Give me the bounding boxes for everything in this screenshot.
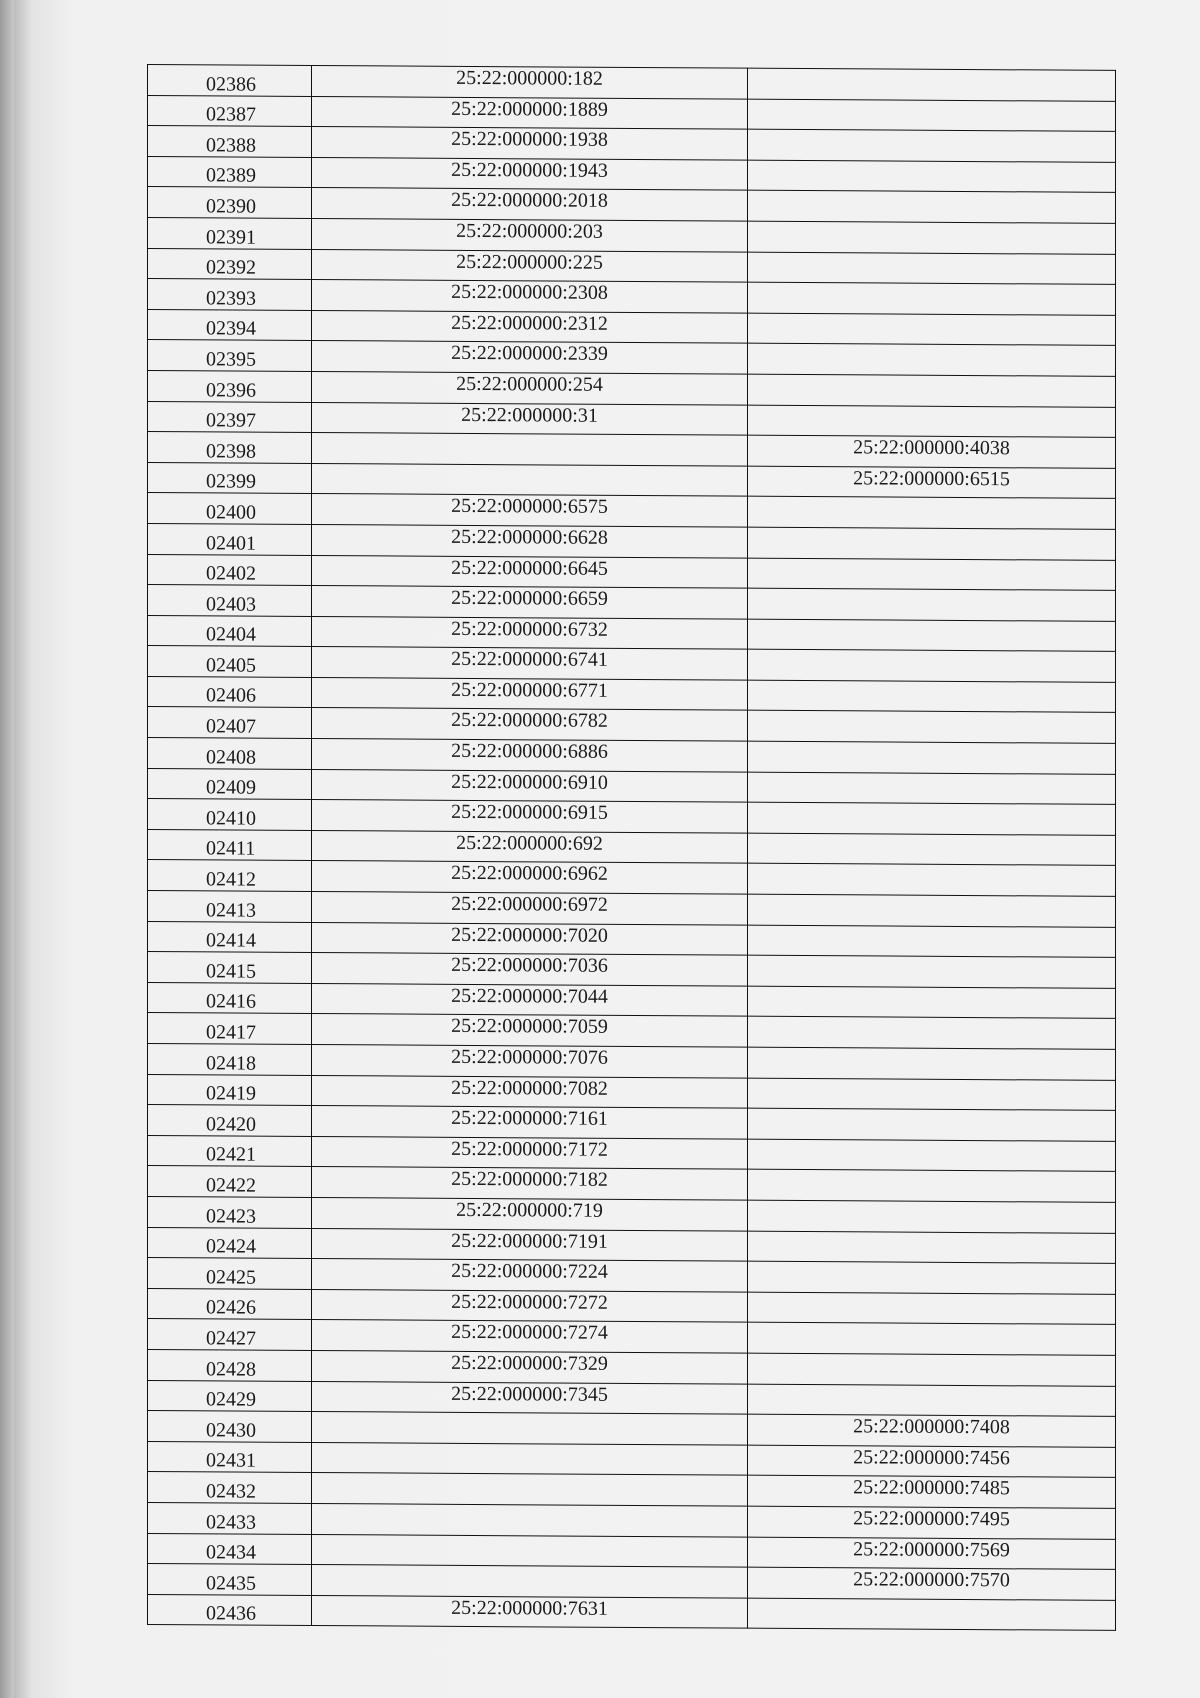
- cadastral-number-cell: 25:22:000000:2339: [312, 341, 748, 374]
- row-number-cell: 02397: [148, 401, 312, 433]
- row-number-cell: 02428: [148, 1349, 312, 1381]
- secondary-cadastral-number-cell: [748, 252, 1116, 285]
- row-number-cell: 02405: [148, 646, 312, 678]
- secondary-cadastral-number-cell: [748, 619, 1116, 652]
- secondary-cadastral-number-cell: 25:22:000000:7485: [748, 1475, 1116, 1508]
- row-number-cell: 02427: [148, 1319, 312, 1351]
- table-container: [147, 64, 1115, 1631]
- cadastral-number-cell: 25:22:000000:2308: [312, 280, 748, 313]
- cadastral-number-cell: 25:22:000000:7191: [312, 1228, 748, 1261]
- row-number-cell: 02413: [148, 891, 312, 923]
- cadastral-number-cell: 25:22:000000:6915: [312, 800, 748, 833]
- row-number-cell: 02386: [148, 65, 312, 97]
- secondary-cadastral-number-cell: 25:22:000000:6515: [748, 466, 1116, 499]
- secondary-cadastral-number-cell: 25:22:000000:7456: [748, 1445, 1116, 1478]
- secondary-cadastral-number-cell: [748, 711, 1116, 744]
- row-number-cell: 02389: [148, 156, 312, 188]
- cadastral-number-cell: [312, 1412, 748, 1445]
- cadastral-number-cell: 25:22:000000:7182: [312, 1167, 748, 1200]
- row-number-cell: 02424: [148, 1227, 312, 1259]
- cadastral-number-cell: 25:22:000000:31: [312, 402, 748, 435]
- cadastral-number-cell: 25:22:000000:7082: [312, 1075, 748, 1108]
- cadastral-number-cell: 25:22:000000:7272: [312, 1289, 748, 1322]
- row-number-cell: 02388: [148, 126, 312, 158]
- cadastral-number-cell: 25:22:000000:1943: [312, 157, 748, 190]
- secondary-cadastral-number-cell: [748, 1261, 1116, 1294]
- cadastral-number-cell: 25:22:000000:6645: [312, 555, 748, 588]
- cadastral-number-cell: 25:22:000000:6771: [312, 677, 748, 710]
- row-number-cell: 02394: [148, 309, 312, 341]
- cadastral-number-cell: 25:22:000000:692: [312, 830, 748, 863]
- row-number-cell: 02414: [148, 921, 312, 953]
- row-number-cell: 02433: [148, 1502, 312, 1534]
- row-number-cell: 02387: [148, 95, 312, 127]
- cadastral-number-cell: 25:22:000000:7345: [312, 1381, 748, 1414]
- row-number-cell: 02432: [148, 1472, 312, 1504]
- cadastral-number-cell: 25:22:000000:182: [312, 66, 748, 99]
- row-number-cell: 02406: [148, 676, 312, 708]
- cadastral-number-cell: 25:22:000000:6659: [312, 586, 748, 619]
- secondary-cadastral-number-cell: [748, 741, 1116, 774]
- cadastral-number-cell: 25:22:000000:6628: [312, 524, 748, 557]
- row-number-cell: 02421: [148, 1135, 312, 1167]
- row-number-cell: 02417: [148, 1013, 312, 1045]
- cadastral-number-cell: 25:22:000000:7044: [312, 983, 748, 1016]
- cadastral-number-cell: 25:22:000000:6741: [312, 647, 748, 680]
- secondary-cadastral-number-cell: [748, 1231, 1116, 1264]
- cadastral-number-cell: 25:22:000000:225: [312, 249, 748, 282]
- cadastral-number-cell: [312, 433, 748, 466]
- row-number-cell: 02408: [148, 738, 312, 770]
- cadastral-number-cell: 25:22:000000:7329: [312, 1350, 748, 1383]
- secondary-cadastral-number-cell: [748, 1170, 1116, 1203]
- secondary-cadastral-number-cell: [748, 955, 1116, 988]
- row-number-cell: 02416: [148, 982, 312, 1014]
- cadastral-number-cell: [312, 1534, 748, 1567]
- secondary-cadastral-number-cell: [748, 558, 1116, 591]
- secondary-cadastral-number-cell: [748, 1323, 1116, 1356]
- row-number-cell: 02404: [148, 615, 312, 647]
- secondary-cadastral-number-cell: [748, 1017, 1116, 1050]
- row-number-cell: 02400: [148, 493, 312, 525]
- row-number-cell: 02409: [148, 768, 312, 800]
- scan-left-edge: [0, 0, 14, 1698]
- cadastral-number-cell: 25:22:000000:6886: [312, 739, 748, 772]
- cadastral-number-cell: 25:22:000000:6962: [312, 861, 748, 894]
- secondary-cadastral-number-cell: [748, 405, 1116, 438]
- row-number-cell: 02412: [148, 860, 312, 892]
- secondary-cadastral-number-cell: [748, 1292, 1116, 1325]
- cadastral-number-cell: 25:22:000000:7172: [312, 1136, 748, 1169]
- cadastral-table: [147, 64, 1116, 1631]
- row-number-cell: 02430: [148, 1411, 312, 1443]
- row-number-cell: 02422: [148, 1166, 312, 1198]
- row-number-cell: 02425: [148, 1258, 312, 1290]
- row-number-cell: 02418: [148, 1044, 312, 1076]
- row-number-cell: 02410: [148, 799, 312, 831]
- secondary-cadastral-number-cell: [748, 680, 1116, 713]
- secondary-cadastral-number-cell: [748, 527, 1116, 560]
- secondary-cadastral-number-cell: 25:22:000000:7569: [748, 1537, 1116, 1570]
- secondary-cadastral-number-cell: [748, 833, 1116, 866]
- secondary-cadastral-number-cell: [748, 344, 1116, 377]
- cadastral-number-cell: 25:22:000000:6575: [312, 494, 748, 527]
- cadastral-number-cell: [312, 463, 748, 496]
- row-number-cell: 02426: [148, 1288, 312, 1320]
- secondary-cadastral-number-cell: [748, 374, 1116, 407]
- secondary-cadastral-number-cell: [748, 68, 1116, 101]
- cadastral-number-cell: 25:22:000000:1889: [312, 96, 748, 129]
- cadastral-number-cell: 25:22:000000:719: [312, 1197, 748, 1230]
- row-number-cell: 02396: [148, 370, 312, 402]
- secondary-cadastral-number-cell: [748, 649, 1116, 682]
- row-number-cell: 02399: [148, 462, 312, 494]
- secondary-cadastral-number-cell: [748, 191, 1116, 224]
- row-number-cell: 02391: [148, 217, 312, 249]
- secondary-cadastral-number-cell: 25:22:000000:7570: [748, 1567, 1116, 1600]
- secondary-cadastral-number-cell: [748, 1384, 1116, 1417]
- secondary-cadastral-number-cell: [748, 160, 1116, 193]
- secondary-cadastral-number-cell: [748, 1139, 1116, 1172]
- secondary-cadastral-number-cell: [748, 588, 1116, 621]
- secondary-cadastral-number-cell: [748, 802, 1116, 835]
- secondary-cadastral-number-cell: [748, 1047, 1116, 1080]
- cadastral-number-cell: [312, 1442, 748, 1475]
- secondary-cadastral-number-cell: [748, 1598, 1116, 1631]
- cadastral-number-cell: 25:22:000000:7036: [312, 953, 748, 986]
- secondary-cadastral-number-cell: [748, 1108, 1116, 1141]
- cadastral-number-cell: 25:22:000000:6732: [312, 616, 748, 649]
- secondary-cadastral-number-cell: [748, 221, 1116, 254]
- cadastral-number-cell: 25:22:000000:7274: [312, 1320, 748, 1353]
- secondary-cadastral-number-cell: [748, 99, 1116, 132]
- row-number-cell: 02415: [148, 952, 312, 984]
- cadastral-number-cell: 25:22:000000:6782: [312, 708, 748, 741]
- table-body: [148, 65, 1116, 1631]
- row-number-cell: 02423: [148, 1196, 312, 1228]
- secondary-cadastral-number-cell: [748, 772, 1116, 805]
- secondary-cadastral-number-cell: [748, 925, 1116, 958]
- cadastral-number-cell: 25:22:000000:2018: [312, 188, 748, 221]
- cadastral-number-cell: 25:22:000000:7059: [312, 1014, 748, 1047]
- cadastral-number-cell: 25:22:000000:254: [312, 371, 748, 404]
- table-row: [148, 1594, 1116, 1631]
- cadastral-number-cell: [312, 1503, 748, 1536]
- row-number-cell: 02402: [148, 554, 312, 586]
- secondary-cadastral-number-cell: [748, 986, 1116, 1019]
- row-number-cell: 02411: [148, 829, 312, 861]
- row-number-cell: 02419: [148, 1074, 312, 1106]
- cadastral-number-cell: 25:22:000000:6972: [312, 892, 748, 925]
- secondary-cadastral-number-cell: [748, 1353, 1116, 1386]
- row-number-cell: 02420: [148, 1105, 312, 1137]
- row-number-cell: 02431: [148, 1441, 312, 1473]
- secondary-cadastral-number-cell: [748, 496, 1116, 529]
- cadastral-number-cell: [312, 1473, 748, 1506]
- row-number-cell: 02407: [148, 707, 312, 739]
- secondary-cadastral-number-cell: [748, 282, 1116, 315]
- cadastral-number-cell: 25:22:000000:7631: [312, 1595, 748, 1628]
- cadastral-number-cell: 25:22:000000:7020: [312, 922, 748, 955]
- secondary-cadastral-number-cell: [748, 864, 1116, 897]
- secondary-cadastral-number-cell: [748, 894, 1116, 927]
- cadastral-number-cell: 25:22:000000:7224: [312, 1259, 748, 1292]
- secondary-cadastral-number-cell: [748, 1078, 1116, 1111]
- row-number-cell: 02436: [148, 1594, 312, 1626]
- row-number-cell: 02398: [148, 432, 312, 464]
- secondary-cadastral-number-cell: [748, 129, 1116, 162]
- row-number-cell: 02435: [148, 1564, 312, 1596]
- secondary-cadastral-number-cell: 25:22:000000:7495: [748, 1506, 1116, 1539]
- secondary-cadastral-number-cell: [748, 313, 1116, 346]
- row-number-cell: 02429: [148, 1380, 312, 1412]
- cadastral-number-cell: 25:22:000000:7161: [312, 1106, 748, 1139]
- row-number-cell: 02390: [148, 187, 312, 219]
- row-number-cell: 02403: [148, 585, 312, 617]
- row-number-cell: 02395: [148, 340, 312, 372]
- cadastral-number-cell: 25:22:000000:6910: [312, 769, 748, 802]
- row-number-cell: 02393: [148, 279, 312, 311]
- cadastral-number-cell: 25:22:000000:203: [312, 218, 748, 251]
- secondary-cadastral-number-cell: 25:22:000000:4038: [748, 435, 1116, 468]
- row-number-cell: 02434: [148, 1533, 312, 1565]
- cadastral-number-cell: 25:22:000000:7076: [312, 1045, 748, 1078]
- secondary-cadastral-number-cell: 25:22:000000:7408: [748, 1414, 1116, 1447]
- secondary-cadastral-number-cell: [748, 1200, 1116, 1233]
- cadastral-number-cell: 25:22:000000:1938: [312, 127, 748, 160]
- cadastral-number-cell: 25:22:000000:2312: [312, 310, 748, 343]
- cadastral-number-cell: [312, 1565, 748, 1598]
- row-number-cell: 02392: [148, 248, 312, 280]
- row-number-cell: 02401: [148, 523, 312, 555]
